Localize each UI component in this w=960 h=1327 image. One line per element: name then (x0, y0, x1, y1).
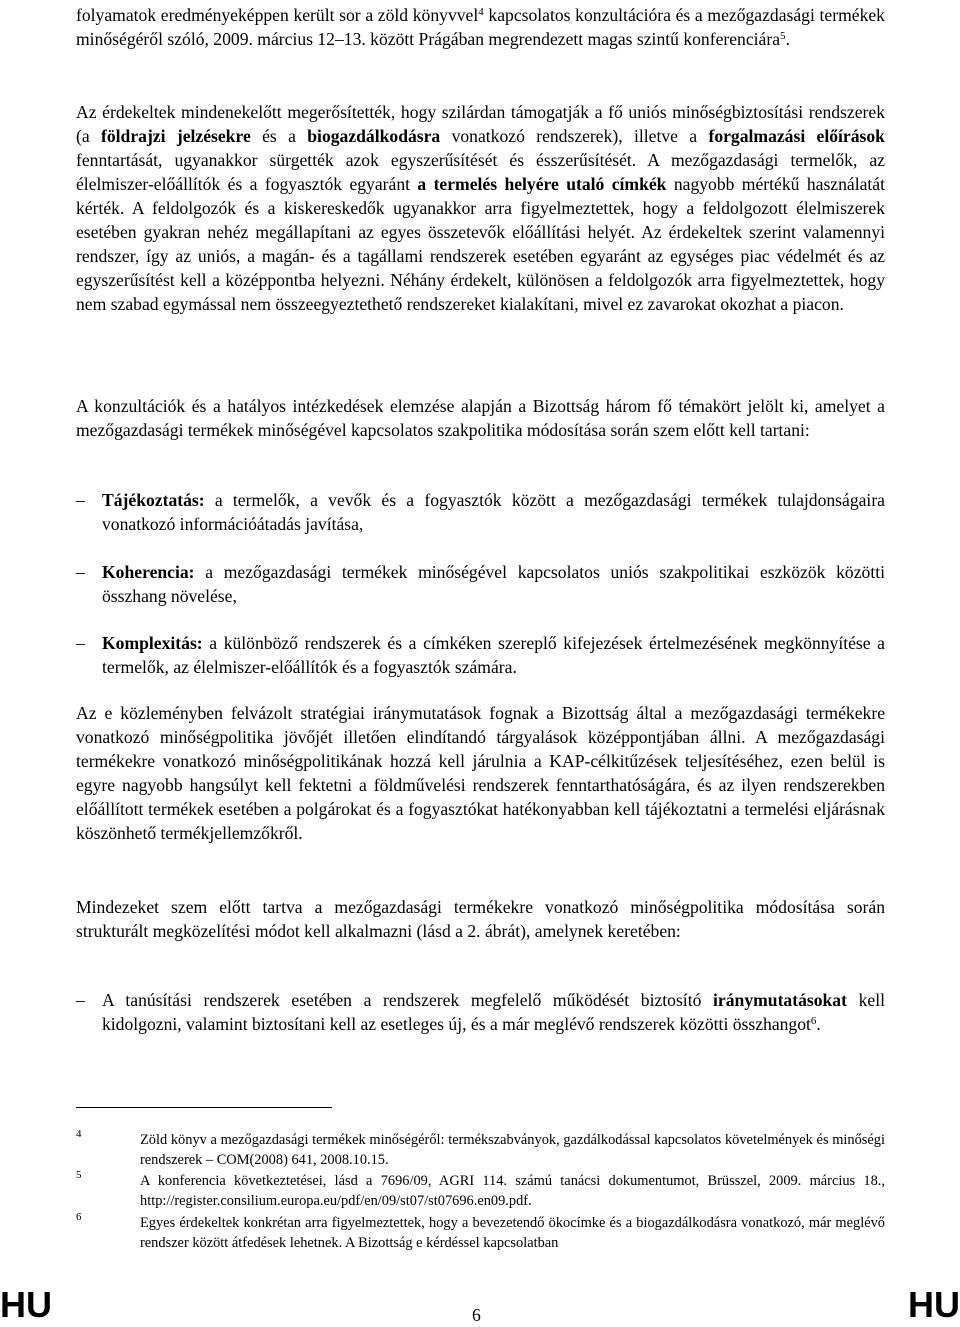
list-item-complexity (76, 631, 885, 679)
footnote-number: 5 (76, 1169, 82, 1181)
footnote-text: A konferencia következtetései, lásd a 7696/09, AGRI 114. számú tanácsi dokumentumot, Brüsszel, 2009. március 18., http://register.consilium.europa.eu/pdf/en/09/st07/st07696.en09.pdf. (140, 1173, 885, 1209)
para1-text: nagyobb mértékű használatát kérték. A feldolgozók és a kiskereskedők ugyanakkor arra figyelmeztettek, hogy a feldolgozott élelmiszerek esetében gyakran nehéz megállapítani az egyes összetevők előállítási helyét. Az érdekeltek szerint valamennyi rendszer, így az uniós, a magán- és a tagállami rendszerek esetében egyaránt az egységes piac védelmét és az egyszerűsítést kell a középpontba helyezni. Néhány érdekelt, különösen a feldolgozók arra figyelmeztettek, hogy nem szabad egymással nem összeegyeztethető rendszereket kialakítani, mivel ez zavarokat okozhat a piacon. (76, 174, 885, 314)
page-number: 6 (472, 1305, 481, 1325)
para1-text: és a (250, 126, 308, 146)
footer-language-left: HU (0, 1284, 52, 1325)
intro-text: folyamatok eredményeképpen került sor a zöld könyvvel (76, 5, 479, 25)
bold-organic-farming: biogazdálkodásra (307, 126, 441, 146)
list-item-text: a különböző rendszerek és a címkéken szereplő kifejezések értelmezésének megkönnyítése a termelők, az élelmiszer-előállítók és a fogyasztók számára. (102, 633, 885, 677)
list-item-text: kell kidolgozni, valamint biztosítani kell az esetleges új, és a már meglévő rendszerek közötti összhangot (102, 990, 886, 1034)
list-item-title: Koherencia: (102, 562, 195, 582)
footnote-ref-6[interactable]: 6 (810, 1015, 817, 1027)
footnote-5 (76, 1171, 885, 1211)
footer-language-right: HU (908, 1284, 960, 1325)
list-item-title: Tájékoztatás: (102, 490, 205, 510)
paragraph-themes: A konzultációk és a hatályos intézkedések elemzése alapján a Bizottság három fő témakört jelölt ki, amelyet a mezőgazdasági termékek minőségével kapcsolatos szakpolitika módosítása során szem előtt kell tartani: (76, 396, 885, 440)
footnote-number: 4 (76, 1128, 82, 1140)
footnote-separator (76, 1107, 332, 1108)
dash-bullet: – (76, 633, 85, 653)
list-item-text: A tanúsítási rendszerek esetében a rendszerek megfelelő működését biztosító (102, 990, 714, 1010)
list-item-text-end: . (816, 1014, 821, 1034)
list-item-text: a termelők, a vevők és a fogyasztók között a mezőgazdasági termékek tulajdonságaira vonatkozó információátadás javítása, (102, 490, 885, 534)
paragraph-structured-approach: Mindezeket szem előtt tartva a mezőgazdasági termékekre vonatkozó minőségpolitika módosítása során strukturált megközelítési módot kell alkalmazni (lásd a 2. ábrát), amelynek keretében: (76, 897, 885, 941)
list-item-guidelines (76, 988, 885, 1060)
bold-guidelines: iránymutatásokat (713, 990, 847, 1010)
dash-bullet: – (76, 562, 85, 582)
bold-geographical-indications: földrajzi jelzésekre (101, 126, 251, 146)
list-item-coherence (76, 560, 885, 608)
para1-text: Az érdekeltek mindenekelőtt megerősítették, hogy szilárdan támogatják a fő uniós minőségbiztosítási rendszerek (a (76, 102, 885, 146)
footnote-ref-5[interactable]: 5 (780, 30, 786, 42)
footnote-4 (76, 1130, 885, 1170)
list-item-text: a mezőgazdasági termékek minőségével kapcsolatos uniós szakpolitikai eszközök közötti összhang növelése, (102, 562, 885, 606)
paragraph-strategy: Az e közleményben felvázolt stratégiai iránymutatások fognak a Bizottság által a mezőgazdasági termékekre vonatkozó minőségpolitika jövőjét illetően elindítandó tárgyalások középpontjában állni. A mezőgazdasági termékekre vonatkozó minőségpolitikának hozzá kell járulnia a KAP-célkitűzések teljesítéséhez, ezen belül is egyre nagyobb hangsúlyt kell fektetni a földművelési rendszerek fenntarthatóságára, és az ilyen rendszerekben előállított termékek esetében a polgárokat és a fogyasztókat hatékonyabban kell tájékoztatni a termelési eljárásnak köszönhető termékjellemzőkről. (76, 703, 885, 843)
intro-paragraph (76, 3, 885, 51)
bold-place-of-farming-labels: a termelés helyére utaló címkék (417, 174, 667, 194)
footnote-6 (76, 1213, 885, 1253)
para1-text: fenntartását, ugyanakkor sürgették azok egyszerűsítését és ésszerűsítését. A mezőgazdasági termelők, az élelmiszer-előállítók és a fogyasztók egyaránt (76, 150, 885, 194)
dash-bullet: – (76, 990, 85, 1010)
dash-bullet: – (76, 490, 85, 510)
list-item-title: Komplexitás: (102, 633, 203, 653)
footnote-text: Egyes érdekeltek konkrétan arra figyelmeztettek, hogy a bevezetendő ökocímke és a biogazdálkodásra vonatkozó, már meglévő rendszer között átfedések lehetnek. A Bizottság e kérdéssel kapcsolatban (140, 1215, 885, 1251)
footnote-text: Zöld könyv a mezőgazdasági termékek minőségéről: termékszabványok, gazdálkodással kapcsolatos követelmények és minőségi rendszerek – COM(2008) 641, 2008.10.15. (140, 1132, 885, 1168)
footnote-ref-4[interactable]: 4 (478, 6, 484, 18)
footnote-number: 6 (76, 1211, 82, 1223)
paragraph-stakeholders (76, 100, 885, 316)
intro-text-cont: kapcsolatos konzultációra és a mezőgazdasági termékek minőségéről szóló, 2009. március 12–13. között Prágában megrendezett magas szintű konferenciára (76, 5, 885, 49)
bold-marketing-standards: forgalmazási előírások (708, 126, 885, 146)
para1-text: vonatkozó rendszerek), illetve a (440, 126, 709, 146)
intro-text-end: . (785, 29, 790, 49)
list-item-information (76, 488, 885, 536)
